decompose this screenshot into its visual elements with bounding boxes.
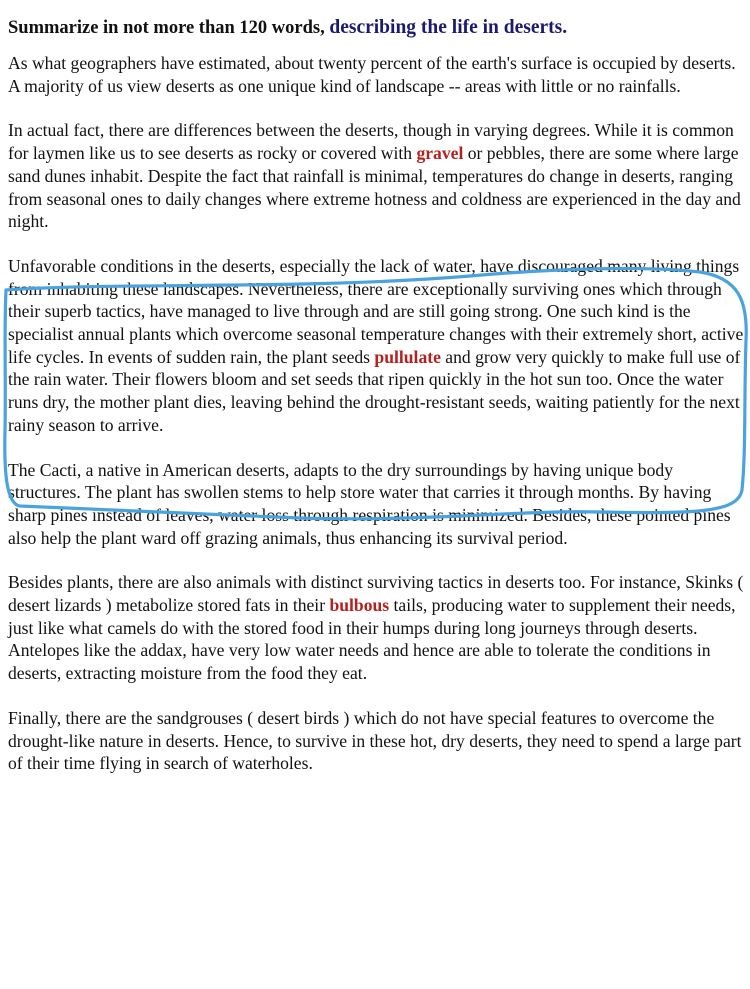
- paragraph-2: [8, 119, 746, 233]
- document-page: [8, 14, 746, 797]
- paragraph-3-circled: [8, 255, 746, 437]
- paragraph-5: [8, 571, 746, 685]
- paragraph-2-text-a: In actual fact, there are differences between the deserts, though in varying degrees. While it is common for laymen like us to see deserts as rocky or covered with: [8, 120, 734, 164]
- paragraph-3-text-b: and grow very quickly to make full use of the rain water. Their flowers bloom and set seeds that ripen quickly in the hot sun too. Once the water runs dry, the mother plant dies, leaving behind the drought-resistant seeds, waiting patiently for the next rainy season to arrive.: [8, 346, 741, 435]
- highlighted-word-pullulate: pullulate: [374, 346, 441, 367]
- highlighted-word-bulbous: bulbous: [329, 595, 390, 616]
- paragraph-3-text-a: Unfavorable conditions in the deserts, especially the lack of water, have discouraged many living things from inhabiting these landscapes. Nevertheless, there are exceptionally surviving ones which through their superb tactics, have managed to live through and are still going strong. One such kind is the specialist annual plants which overcome seasonal temperature changes with their extremely short, active life cycles. In events of sudden rain, the plant seeds: [8, 255, 744, 367]
- heading-emphasis: describing the life in deserts.: [329, 17, 568, 38]
- paragraph-6: Finally, there are the sandgrouses ( desert birds ) which do not have special features to overcome the drought-like nature in deserts. Hence, to survive in these hot, dry deserts, they need to spend a large part of their time flying in search of waterholes.: [8, 707, 742, 774]
- paragraph-1: As what geographers have estimated, about twenty percent of the earth's surface is occupied by deserts. A majority of us view deserts as one unique kind of landscape -- areas with little or no rainfalls.: [8, 53, 736, 96]
- question-heading: [8, 14, 746, 42]
- heading-prefix: Summarize in not more than 120 words,: [8, 18, 330, 38]
- paragraph-4: The Cacti, a native in American deserts, adapts to the dry surroundings by having unique body structures. The plant has swollen stems to help store water that carries it through months. By having sharp pines instead of leaves, water loss through respiration is minimized. Besides, these pointed pines also help the plant ward off grazing animals, thus enhancing its survival period.: [8, 459, 731, 548]
- highlighted-word-gravel: gravel: [416, 143, 464, 164]
- paragraph-5-text-b: tails, producing water to supplement their needs, just like what camels do with the stored food in their humps during long journeys through deserts. Antelopes like the addax, have very low water needs and hence are able to tolerate the conditions in deserts, extracting moisture from the food they eat.: [8, 595, 736, 684]
- paragraph-5-text-a: Besides plants, there are also animals with distinct surviving tactics in deserts too. For instance, Skinks ( desert lizards ) metabolize stored fats in their: [8, 572, 744, 616]
- paragraph-2-text-b: or pebbles, there are some where large sand dunes inhabit. Despite the fact that rainfall is minimal, temperatures do change in deserts, ranging from seasonal ones to daily changes where extreme hotness and coldness are experienced in the day and night.: [8, 143, 741, 232]
